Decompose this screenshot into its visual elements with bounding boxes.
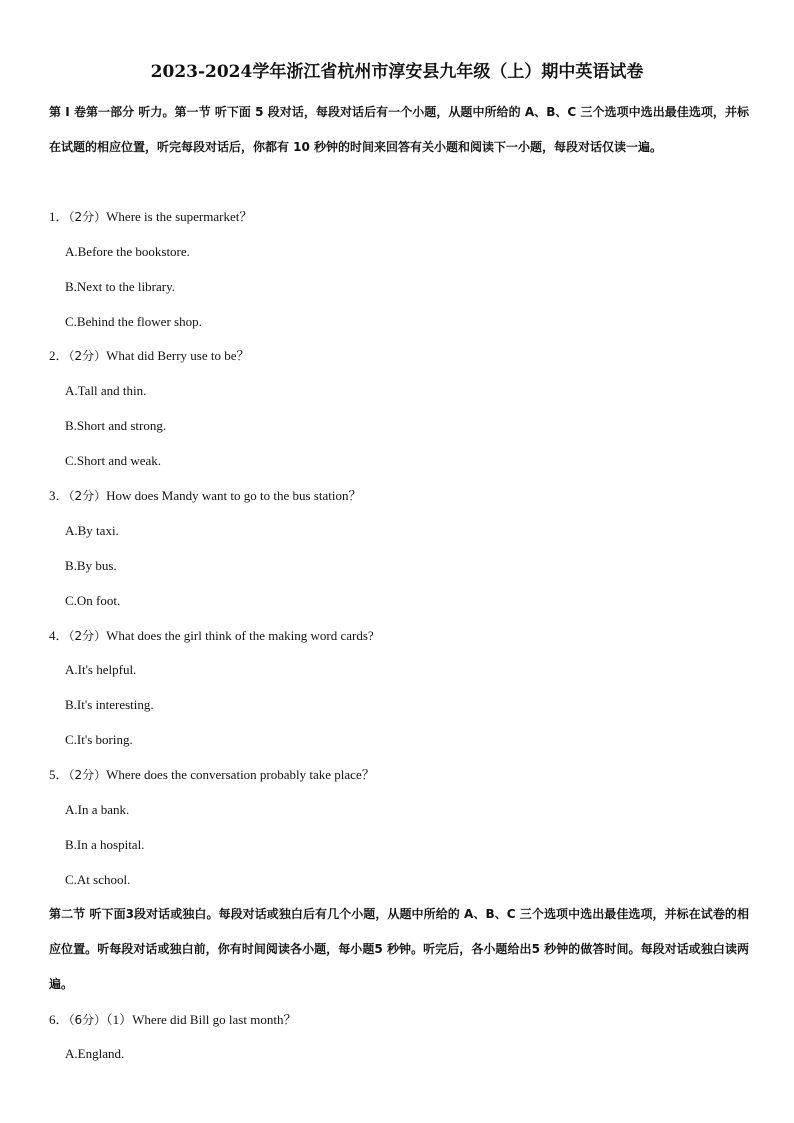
option-5b: B.In a hospital. [65, 837, 145, 852]
option-1c: C.Behind the flower shop. [65, 314, 202, 329]
section-2-instructions: 第二节 听下面3段对话或独白。每段对话或独白后有几个小题，从题中所给的 A、B、C 三个选项中选出最佳选项，并标在试卷的相应位置。听每段对话或独白前，你有时间阅读各小题，每小题5 秒钟。听完后，各小题给出5 秒钟的做答时间。每段对话或独白读两遍。 [49, 907, 749, 991]
option-2a: A.Tall and thin. [65, 383, 147, 398]
question-number: 1． [49, 209, 69, 224]
question-score: （2分） [68, 489, 107, 503]
option-1a: A.Before the bookstore. [65, 244, 190, 259]
page-title: 2023-2024学年浙江省杭州市淳安县九年级（上）期中英语试卷 [150, 62, 644, 82]
option-5a: A.In a bank. [65, 802, 130, 817]
option-6a: A.England. [65, 1046, 125, 1061]
question-5 [49, 766, 375, 784]
question-score: （2分） [68, 629, 107, 643]
question-text: What does the girl think of the making word cards? [106, 628, 374, 643]
question-number: 5． [49, 767, 69, 782]
question-number: 6． [49, 1012, 69, 1027]
option-3a: A.By taxi. [65, 523, 119, 538]
question-score: （2分） [68, 210, 107, 224]
question-number: 4． [49, 628, 69, 643]
question-score: （2分） [68, 768, 107, 782]
option-3b: B.By bus. [65, 558, 117, 573]
question-text: How does Mandy want to go to the bus station？ [106, 488, 362, 503]
option-1b: B.Next to the library. [65, 279, 175, 294]
question-6 [49, 1011, 296, 1029]
question-text: Where does the conversation probably take place？ [106, 767, 375, 782]
question-4 [49, 627, 374, 645]
option-4c: C.It's boring. [65, 732, 133, 747]
question-text: Where is the supermarket？ [106, 209, 253, 224]
option-2c: C.Short and weak. [65, 453, 162, 468]
option-4b: B.It's interesting. [65, 697, 154, 712]
option-5c: C.At school. [65, 872, 131, 887]
question-score: （6分） [68, 1013, 107, 1027]
question-text: What did Berry use to be？ [106, 348, 250, 363]
option-2b: B.Short and strong. [65, 418, 167, 433]
question-text: （1）Where did Bill go last month？ [106, 1012, 297, 1027]
question-number: 3． [49, 488, 69, 503]
option-3c: C.On foot. [65, 593, 121, 608]
section-1-instructions: 第 I 卷第一部分 听力。第一节 听下面 5 段对话，每段对话后有一个小题，从题中所给的 A、B、C 三个选项中选出最佳选项，并标在试题的相应位置，听完每段对话后，你都有 10 秒钟的时间来回答有关小题和阅读下一小题，每段对话仅读一遍。 [49, 105, 749, 154]
question-3 [49, 487, 361, 505]
option-4a: A.It's helpful. [65, 662, 137, 677]
question-number: 2． [49, 348, 69, 363]
question-2 [49, 347, 249, 365]
question-score: （2分） [68, 349, 107, 363]
question-1 [49, 208, 252, 226]
